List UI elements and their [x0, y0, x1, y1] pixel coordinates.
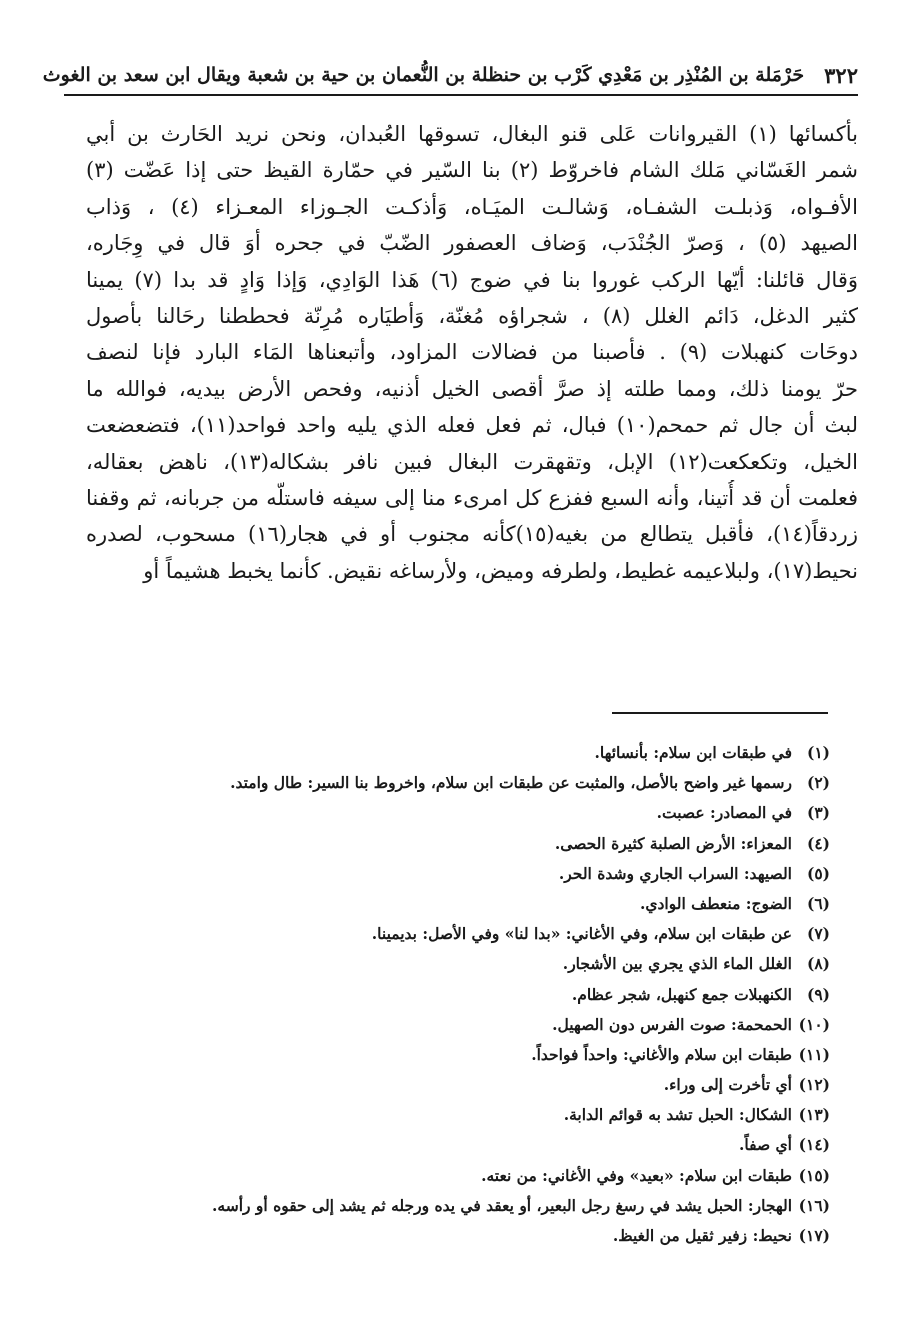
- footnote: [86, 1100, 830, 1130]
- footnote-number: (٩): [806, 984, 830, 1004]
- footnote-number: (٥): [806, 863, 830, 883]
- text-line: حرّ يومنا ذلك، ومما طلته إذ صرَّ أقصى الخيل أذنيه، وفحص الأرض بيديه، فوالله ما: [86, 376, 858, 401]
- footnote: [86, 738, 830, 768]
- text-line: زردقاً(١٤)، فأقبل يتطالع من بغيه(١٥)كأنه مجنوب أو في هجار(١٦) مسحوب، لصدره: [86, 522, 858, 547]
- footnote: [86, 829, 830, 859]
- footnote: [86, 798, 830, 828]
- footnote-text: في طبقات ابن سلام: بأنسائها.: [594, 743, 792, 762]
- footnote: [86, 859, 830, 889]
- footnote-text: أي تأخرت إلى وراء.: [663, 1075, 792, 1095]
- footnote: [86, 1010, 830, 1040]
- footnote-number: (٦): [806, 893, 830, 913]
- footnote: [86, 1221, 830, 1251]
- footnote-number: (١٦): [798, 1195, 830, 1215]
- footnote-text: الهجار: الحبل يشد في رسغ رجل البعير، أو يعقد في يده ورجله ثم يشد إلى حقوه أو رأسه.: [212, 1195, 792, 1215]
- footnote-number: (١٠): [798, 1014, 830, 1034]
- page-number: ٣٢٢: [824, 62, 858, 88]
- text-line: وَقال قائلنا: أيّها الركب غوروا بنا في ضوج (٦) هَذا الوَادِي، وَإذا وَادٍ قد بدا (٧) يمينا: [86, 267, 858, 292]
- text-line: لبث أن جال ثم حمحم(١٠) فبال، ثم فعل فعله الذي يليه واحد فواحد(١١)، فتضعضعت: [86, 413, 858, 438]
- footnote: [86, 1130, 830, 1160]
- text-line: دوحَات كنهبلات (٩) . فأصبنا من فضالات المزاود، وأتبعناها المَاء البارد فإنا لنصف: [86, 340, 858, 365]
- footnote: [86, 889, 830, 919]
- text-line: الصيهد (٥) ، وَصرّ الجُنْدَب، وَضاف العصفور الضّبّ في جحره أوَ قال في وِجَاره،: [86, 231, 858, 256]
- footnote-text: طبقات ابن سلام والأغاني: واحداً فواحداً.: [531, 1044, 792, 1064]
- footnote-number: (١٣): [798, 1105, 830, 1125]
- footnote-text: الكنهبلات جمع كنهبل، شجر عظام.: [571, 984, 792, 1004]
- text-line: كثير الدغل، دَائم الغلل (٨) ، شجراؤه مُغنّة، وَأطيَاره مُرِنّة فحططنا رحَالنا بأصول: [86, 303, 858, 328]
- footnote: [86, 919, 830, 949]
- footnote: [86, 949, 830, 979]
- text-line: الخيل، وتكعكعت(١٢) الإبل، وتقهقرت البغال فبين نافر بشكاله(١٣)، ناهض بعقاله،: [86, 449, 858, 474]
- footnote-number: (٧): [806, 924, 830, 944]
- footnote-number: (٨): [806, 954, 830, 974]
- footnote: [86, 980, 830, 1010]
- footnote-number: (٤): [806, 833, 830, 853]
- footnote-text: الشكال: الحبل تشد به قوائم الدابة.: [563, 1105, 792, 1125]
- text-line: نحيط(١٧)، ولبلاعيمه غطيط، ولطرفه وميض، ولأرساغه نقيض. كأنما يخبط هشيماً أو: [143, 558, 858, 583]
- footnote-number: (١٤): [798, 1135, 830, 1155]
- footnote-number: (١١): [798, 1044, 830, 1064]
- footnote-number: (١٧): [798, 1226, 830, 1245]
- footnote-text: رسمها غير واضح بالأصل، والمثبت عن طبقات ابن سلام، واخروط بنا السير: طال وامتد.: [230, 773, 792, 793]
- footnote: [86, 1040, 830, 1070]
- footnote-separator: [612, 712, 828, 714]
- footnote: [86, 1161, 830, 1191]
- footnote-number: (٣): [806, 803, 830, 823]
- page-header: [42, 56, 858, 96]
- text-line: الأفـواه، وَذبلـت الشفـاه، وَشالـت الميَـاه، وَأذكـت الجـوزاء المعـزاء (٤) ، وَذاب: [86, 194, 858, 219]
- footnote-text: الصيهد: السراب الجاري وشدة الحر.: [558, 863, 792, 883]
- footnote: [86, 768, 830, 798]
- text-line: بأكسائها (١) القيروانات عَلى قنو البغال، تسوقها العُبدان، ونحن نريد الحَارث بن أبي: [86, 122, 858, 146]
- footnote-text: الغلل الماء الذي يجري بين الأشجار.: [562, 954, 792, 974]
- text-line: فعلمت أن قد أُتينا، وأنه السبع ففزع كل امرىء منا إلى سيفه فاستلّه من جربانه، ثم وقفنا: [86, 485, 858, 510]
- footnote-text: نحيط: زفير ثقيل من الغيظ.: [612, 1226, 792, 1245]
- footnote-number: (١٢): [798, 1075, 830, 1095]
- footnote-text: أي صفاً.: [739, 1135, 792, 1155]
- footnote: [86, 1191, 830, 1221]
- footnotes: [86, 738, 830, 1251]
- running-title: حَرْمَلة بن المُنْذِر بن مَعْدِي كَرْب بن حنظلة بن النُّعمان بن حية بن شعبة ويقال ابن سعد بن الغوث: [42, 64, 805, 86]
- footnote: [86, 1070, 830, 1100]
- footnote-number: (٢): [806, 773, 830, 793]
- footnote-text: عن طبقات ابن سلام، وفي الأغاني: «بدا لنا» وفي الأصل: بديمينا.: [371, 924, 792, 944]
- footnote-text: الضوج: منعطف الوادي.: [640, 893, 792, 913]
- footnote-text: الحمحمة: صوت الفرس دون الصهيل.: [552, 1014, 792, 1034]
- footnote-text: في المصادر: عصبت.: [656, 803, 792, 823]
- footnote-number: (١): [806, 743, 830, 762]
- footnote-number: (١٥): [798, 1165, 830, 1185]
- footnote-text: طبقات ابن سلام: «بعيد» وفي الأغاني: من نعته.: [481, 1165, 792, 1185]
- main-text: [86, 116, 858, 589]
- footnote-text: المعزاء: الأرض الصلبة كثيرة الحصى.: [554, 833, 792, 853]
- text-line: شمر الغَسّاني مَلك الشام فاخروّط (٢) بنا السّير في حمّارة القيظ حتى إذا عَضّت (٣): [86, 158, 858, 183]
